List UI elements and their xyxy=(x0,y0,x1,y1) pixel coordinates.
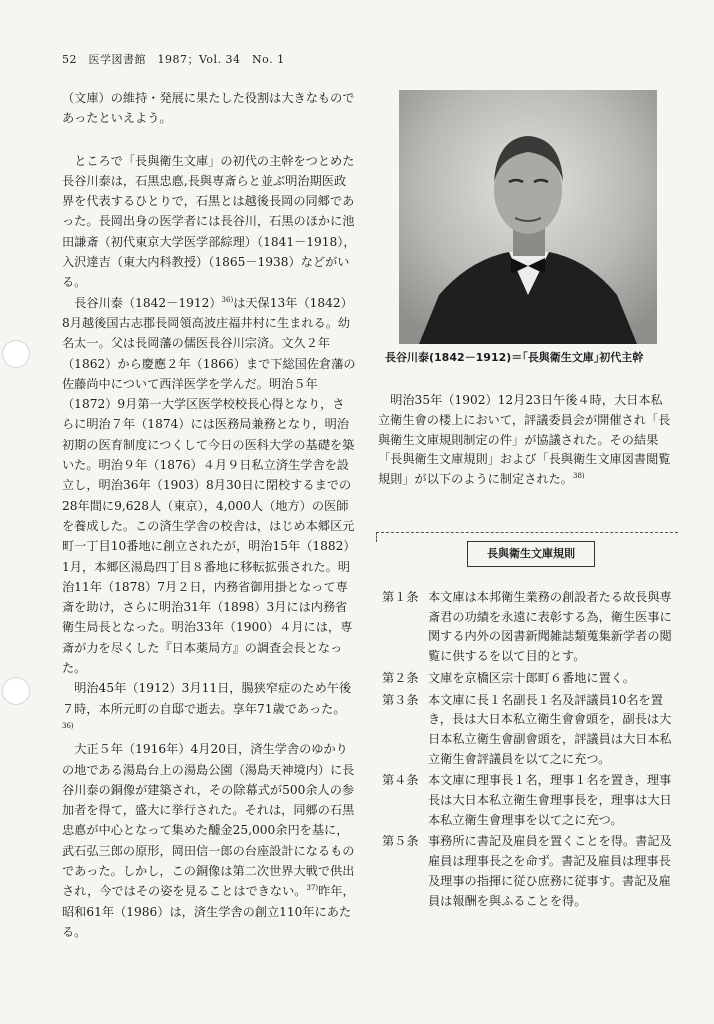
rule-text: 文庫を京橋区宗十郎町６番地に置く。 xyxy=(428,670,635,685)
portrait-illustration xyxy=(399,90,657,344)
rule-item xyxy=(382,669,682,689)
paragraph-rules-intro xyxy=(378,391,674,490)
photo-caption: 長谷川泰(1842－1912)＝｢長與衛生文庫｣初代主幹 xyxy=(385,351,644,364)
rules-intro-text: 明治35年（1902）12月23日午後４時，大日本私立衛生會の楼上において，評議委員会が開催され「長與衛生文庫規則制定の件」が協議された。その結果「長與衛生文庫規則」および「長與衛生文庫図書閲覧規則」が以下のように制定された。 xyxy=(378,393,671,487)
rules-title-box: 長與衛生文庫規則 xyxy=(467,541,595,567)
death-text: 明治45年（1912）3月11日，腸狭窄症のため午後７時，本所元町の自邸で逝去。享年71歳であった。 xyxy=(62,681,352,716)
rule-number: 第２条 xyxy=(382,670,419,685)
rule-text: 本文庫に理事長１名，理事１名を置き，理事長は大日本私立衛生會理事長を，理事は大日本私立衛生會理事を以て之に充つ。 xyxy=(428,773,672,827)
rule-number: 第３条 xyxy=(382,692,419,707)
rule-number: 第４条 xyxy=(382,773,419,788)
section-divider xyxy=(376,532,678,533)
rules-list xyxy=(382,588,682,913)
biography-lead: 長谷川泰（1842－1912） xyxy=(74,295,222,310)
rule-item xyxy=(382,832,682,911)
left-column xyxy=(62,88,356,942)
portrait-photo xyxy=(399,90,657,344)
anniversary-text: 昨年，昭和61年（1986）は，済生学舎の創立110年にあたる。 xyxy=(62,884,355,939)
paragraph-statue xyxy=(62,739,356,942)
paragraph-intro: （文庫）の維持・発展に果たした役割は大きなものであったといえよう。 xyxy=(62,91,355,126)
rule-number: 第５条 xyxy=(382,834,419,849)
running-header: 52 医学図書館 1987；Vol. 34 No. 1 xyxy=(62,53,285,66)
footnote-ref: 36) xyxy=(221,295,234,304)
rule-text: 事務所に書記及雇員を置くことを得。書記及雇員は理事長之を命ず。書記及雇員は理事長及理事の指揮に従ひ庶務に従事す。書記及雇員は報酬を與ふることを得。 xyxy=(428,834,672,908)
divider-corner xyxy=(376,532,377,542)
right-column xyxy=(378,391,674,490)
rule-item xyxy=(382,588,682,667)
paragraph-biography xyxy=(62,293,356,679)
biography-body: は天保13年（1842）8月越後国古志郡長岡領高波庄福井村に生まれる。幼名太一。父は長岡藩の儒医長谷川宗済。文久２年（1862）から慶應２年（1866）まで下総国佐倉藩の佐藤尚中について西洋医学を学んだ。明治５年（1872）9月第一大学区医学校校長心得となり，さらに明治７年（1874）には医務局兼務となり，明治初期の医育制度につくして今日の医科大学の基礎を築いた。明治９年（1876）４月９日私立済生学舎を設立し，明治36年（1903）8月30日に閉校するまでの28年間に9,628人（東京），4,000人（地方）の医師を養成した。この済生学舎の校舎は，はじめ本郷区元町一丁目10番地に創立されたが，明治15年（1882）1月，本郷区湯島四丁目８番地に移転拡張された。明治11年（1878）7月２日，内務省御用掛となって専斎を助け，さらに明治31年（1898）3月には内務省衛生局長となった。明治33年（1900）４月には，専斎が力を尽くした『日本薬局方』の調査会長となった。 xyxy=(62,295,356,676)
paragraph-hasegawa-intro: ところで「長與衛生文庫」の初代の主幹をつとめた長谷川泰は，石黒忠悳,長與専斎らと並ぶ明治期医政界を代表するひとりで，石黒とは越後長岡の同郷であった。長岡出身の医学者には長谷川，石黒のほかに池田謙斎（初代東京大学医学部綜理）（1841－1918），入沢達吉（東大内科教授）（1865－1938）などがいる。 xyxy=(62,153,356,290)
binder-hole xyxy=(2,677,30,705)
footnote-ref: 36) xyxy=(62,721,74,730)
rule-item xyxy=(382,771,682,830)
footnote-ref: 37) xyxy=(306,884,319,893)
footnote-ref: 38) xyxy=(573,472,585,481)
rule-text: 本文庫に長１名副長１名及評議員10名を置き，長は大日本私立衛生會會頭を，副長は大日本私立衛生會副會頭を，評議員は大日本私立衛生會評議員を以て之に充つ。 xyxy=(428,692,672,766)
rule-text: 本文庫は本邦衛生業務の創設者たる故長與専斎君の功績を永遠に表彰する為，衛生医事に関する内外の図書新聞雑誌類蒐集新学者の閲覧に供するを以て目的とす。 xyxy=(428,590,672,664)
statue-text: 大正５年（1916年）4月20日，済生学舎のゆかりの地である湯島台上の湯島公園（湯島天神境内）に長谷川泰の銅像が建築され，その除幕式が500余人の参加者を得て，盛大に挙行された。それは，同郷の石黒忠悳が中心となって集めた醵金25,000余円を基に，武石弘三郎の原形，岡田信一郎の台座設計になるものであった。しかし，この銅像は第二次世界大戦で供出され，今ではその姿を見ることはできない。 xyxy=(62,742,355,899)
paragraph-death xyxy=(62,678,356,739)
rule-item xyxy=(382,691,682,770)
binder-hole xyxy=(2,340,30,368)
rule-number: 第１条 xyxy=(382,590,419,604)
